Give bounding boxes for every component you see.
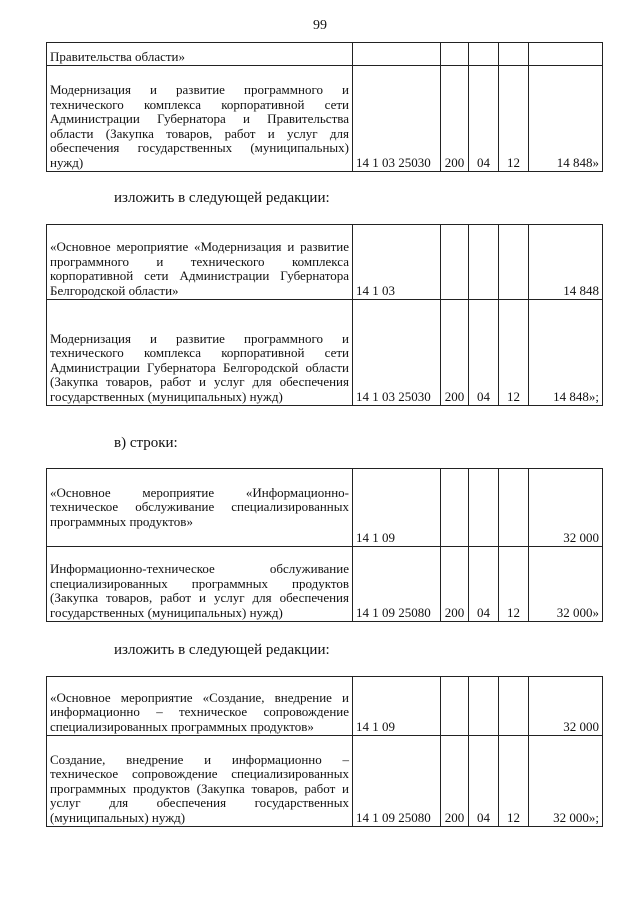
subsection-code: [499, 43, 529, 66]
target-article-code: 14 1 09: [353, 469, 441, 547]
target-article-code: 14 1 09: [353, 677, 441, 736]
section-code: 04: [469, 547, 499, 622]
row-description: Информационно-техническое обслуживание специализированных программных продуктов (Закупка товаров, работ и услуг для обеспечения государственных (муниципальных) нужд): [47, 547, 353, 622]
row-description: Создание, внедрение и информационно – техническое сопровождение специализированных программных продуктов (Закупка товаров, работ и услуг для обеспечения государственных (муниципальных) нужд): [47, 736, 353, 827]
instruction-paragraph: в) строки:: [114, 435, 178, 451]
expense-type-code: 200: [441, 66, 469, 172]
table-row: [47, 736, 603, 827]
amount: 32 000»;: [529, 736, 603, 827]
expense-type-code: [441, 43, 469, 66]
amount: [529, 43, 603, 66]
subsection-code: [499, 469, 529, 547]
section-code: [469, 469, 499, 547]
expense-type-code: 200: [441, 547, 469, 622]
amount: 32 000»: [529, 547, 603, 622]
row-description: «Основное мероприятие «Модернизация и развитие программного и технического комплекса корпоративной сети Администрации Губернатора Белгородской области»: [47, 225, 353, 300]
table-row: [47, 225, 603, 300]
amount: 14 848: [529, 225, 603, 300]
table-row: [47, 469, 603, 547]
table-row: [47, 300, 603, 406]
table-row: [47, 547, 603, 622]
row-description: «Основное мероприятие «Создание, внедрение и информационно – техническое сопровождение специализированных программных продуктов»: [47, 677, 353, 736]
budget-table-2: [46, 224, 603, 406]
page-number: 99: [313, 18, 327, 33]
row-description: Правительства области»: [47, 43, 353, 66]
expense-type-code: 200: [441, 736, 469, 827]
target-article-code: 14 1 09 25080: [353, 736, 441, 827]
instruction-paragraph: изложить в следующей редакции:: [114, 190, 330, 206]
target-article-code: 14 1 09 25080: [353, 547, 441, 622]
amount: 14 848»: [529, 66, 603, 172]
budget-table-1: [46, 42, 603, 172]
amount: 32 000: [529, 469, 603, 547]
subsection-code: 12: [499, 736, 529, 827]
subsection-code: 12: [499, 66, 529, 172]
row-description: Модернизация и развитие программного и технического комплекса корпоративной сети Администрации Губернатора Белгородской области (Закупка товаров, работ и услуг для обеспечения государственных (муниципальных) нужд): [47, 300, 353, 406]
section-code: [469, 225, 499, 300]
row-description: «Основное мероприятие «Информационно-техническое обслуживание специализированных программных продуктов»: [47, 469, 353, 547]
subsection-code: 12: [499, 300, 529, 406]
subsection-code: [499, 677, 529, 736]
instruction-paragraph: изложить в следующей редакции:: [114, 642, 330, 658]
table-row: [47, 677, 603, 736]
section-code: 04: [469, 66, 499, 172]
row-description: Модернизация и развитие программного и технического комплекса корпоративной сети Администрации Губернатора и Правительства области (Закупка товаров, работ и услуг для обеспечения государственных (муниципальных) нужд): [47, 66, 353, 172]
expense-type-code: [441, 469, 469, 547]
target-article-code: [353, 43, 441, 66]
amount: 14 848»;: [529, 300, 603, 406]
section-code: [469, 43, 499, 66]
table-row: [47, 43, 603, 66]
section-code: 04: [469, 300, 499, 406]
table-row: [47, 66, 603, 172]
section-code: 04: [469, 736, 499, 827]
section-code: [469, 677, 499, 736]
subsection-code: [499, 225, 529, 300]
expense-type-code: 200: [441, 300, 469, 406]
amount: 32 000: [529, 677, 603, 736]
target-article-code: 14 1 03 25030: [353, 300, 441, 406]
expense-type-code: [441, 677, 469, 736]
target-article-code: 14 1 03: [353, 225, 441, 300]
expense-type-code: [441, 225, 469, 300]
budget-table-4: [46, 676, 603, 827]
subsection-code: 12: [499, 547, 529, 622]
target-article-code: 14 1 03 25030: [353, 66, 441, 172]
budget-table-3: [46, 468, 603, 622]
